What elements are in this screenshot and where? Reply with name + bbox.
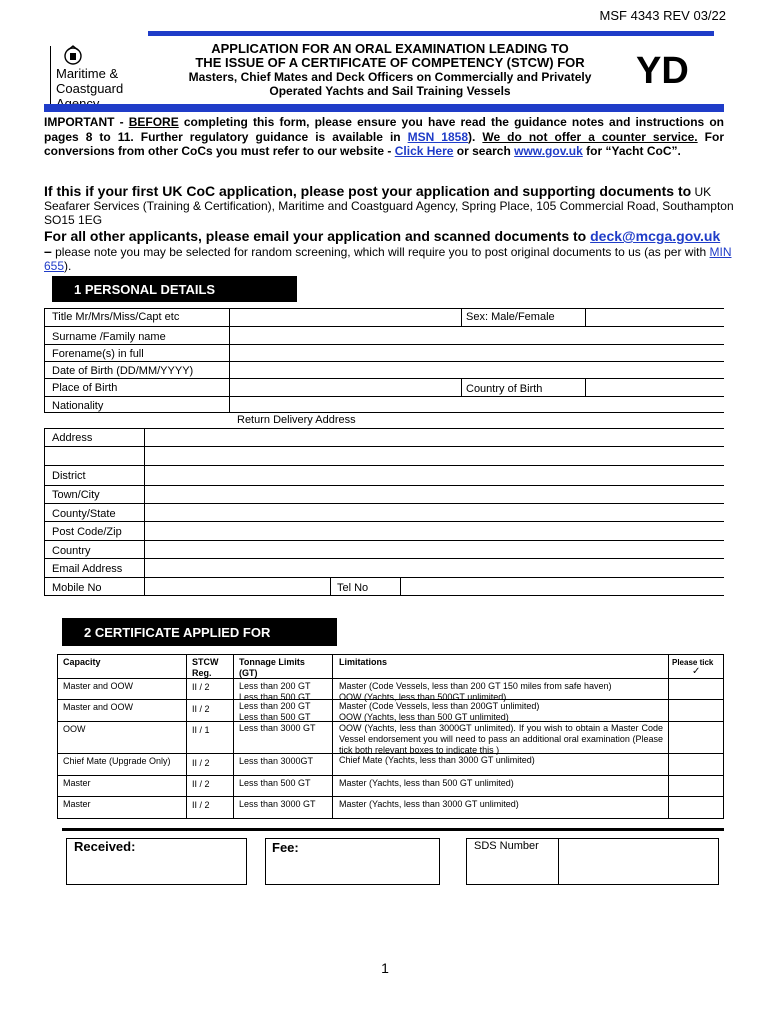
tel-label: Tel No	[337, 582, 369, 594]
row1-tick-box[interactable]	[669, 679, 723, 699]
dob-input[interactable]	[230, 362, 724, 378]
post-instructions: If this if your first UK CoC application, please post your application and supporting documents to UK Seafarer Services (Training & Certification), Maritime and Coastguard Agency, Spring Place, 105 Commercial Road, Southampton SO15 1EG	[44, 183, 734, 227]
surname-input[interactable]	[230, 327, 724, 344]
dob-label: Date of Birth (DD/MM/YYYY)	[52, 365, 194, 377]
nationality-input[interactable]	[230, 397, 724, 412]
form-reference: MSF 4343 REV 03/22	[599, 8, 726, 23]
form-title: APPLICATION FOR AN ORAL EXAMINATION LEADING TO THE ISSUE OF A CERTIFICATE OF COMPETENCY (STCW) FOR Masters, Chief Mates and Deck Officers on Commercially and Privately Operated Yachts and Sail Training Vessels	[188, 41, 592, 98]
email-input[interactable]	[145, 559, 724, 577]
place-of-birth-input[interactable]	[230, 379, 461, 396]
row6-tick-box[interactable]	[669, 797, 723, 818]
row2-capacity: Master and OOW	[63, 702, 134, 712]
sex-label: Sex: Male/Female	[466, 311, 555, 323]
address-input[interactable]	[145, 429, 724, 465]
section2-heading: 2 CERTIFICATE APPLIED FOR	[62, 618, 337, 646]
row6-capacity: Master	[63, 799, 91, 809]
top-blue-rule	[148, 31, 714, 36]
page-number: 1	[381, 960, 389, 976]
return-address-label: Return Delivery Address	[237, 414, 356, 426]
country-of-birth-label: Country of Birth	[466, 383, 543, 395]
district-input[interactable]	[145, 466, 724, 485]
sex-input[interactable]	[586, 309, 724, 326]
form-code: YD	[636, 50, 689, 92]
county-input[interactable]	[145, 504, 724, 521]
row3-limits: OOW (Yachts, less than 3000GT unlimited). If you wish to obtain a Master Code Vessel endorsement you will need to pass an additional oral examination (Please tick both relevant boxes to indicate this )	[339, 723, 663, 755]
row4-capacity: Chief Mate (Upgrade Only)	[63, 756, 171, 766]
row5-limits: Master (Yachts, less than 500 GT unlimited)	[339, 778, 514, 788]
office-rule	[62, 828, 724, 831]
row5-reg: II / 2	[192, 779, 210, 789]
agency-name: Maritime & Coastguard	[56, 66, 124, 96]
row4-tonnage: Less than 3000GT	[239, 756, 314, 766]
district-label: District	[52, 470, 86, 482]
row5-tonnage: Less than 500 GT	[239, 778, 311, 788]
min-link[interactable]: MIN 655	[44, 245, 732, 273]
country-of-birth-input[interactable]	[586, 379, 724, 396]
row2-reg: II / 2	[192, 704, 210, 714]
mobile-label: Mobile No	[52, 582, 102, 594]
row1-reg: II / 2	[192, 682, 210, 692]
row3-capacity: OOW	[63, 724, 86, 734]
row4-tick-box[interactable]	[669, 754, 723, 775]
email-instructions: For all other applicants, please email your application and scanned documents to deck@mcga.gov.uk – please note you may be selected for random screening, which will require you to post original documents to us (as per with MIN 655).	[44, 228, 732, 273]
row3-tick-box[interactable]	[669, 722, 723, 753]
postcode-input[interactable]	[145, 522, 724, 540]
row5-capacity: Master	[63, 778, 91, 788]
row3-tonnage: Less than 3000 GT	[239, 723, 316, 733]
forenames-input[interactable]	[230, 345, 724, 361]
row3-reg: II / 1	[192, 725, 210, 735]
row6-tonnage: Less than 3000 GT	[239, 799, 316, 809]
row5-tick-box[interactable]	[669, 776, 723, 796]
tel-input[interactable]	[401, 578, 724, 595]
row4-reg: II / 2	[192, 758, 210, 768]
email-label: Email Address	[52, 563, 123, 575]
row6-reg: II / 2	[192, 800, 210, 810]
col-limitations: Limitations	[339, 657, 388, 667]
row2-tonnage: Less than 200 GT Less than 500 GT	[239, 701, 311, 722]
agency-divider	[50, 46, 51, 106]
address-label: Address	[52, 432, 93, 444]
important-notice: IMPORTANT - BEFORE completing this form, please ensure you have read the guidance notes and instructions on pages 8 to 11. Further regulatory guidance is available in MSN 1858). We do not offer a counter service. For conversions from other CoCs you must refer to our website - Click Here or search www.gov.uk for “Yacht CoC”.	[44, 115, 724, 158]
row6-limits: Master (Yachts, less than 3000 GT unlimited)	[339, 799, 519, 809]
email-link[interactable]: deck@mcga.gov.uk	[590, 228, 721, 244]
received-label: Received:	[74, 839, 136, 854]
forenames-label: Forename(s) in full	[52, 348, 144, 360]
county-label: County/State	[52, 508, 116, 520]
msn-link[interactable]: MSN 1858	[407, 129, 469, 144]
row4-limits: Chief Mate (Yachts, less than 3000 GT unlimited)	[339, 755, 535, 765]
row2-limits: Master (Code Vessels, less than 200GT unlimited) OOW (Yachts, less than 500 GT unlimited)	[339, 701, 540, 722]
section1-heading: 1 PERSONAL DETAILS	[52, 276, 297, 302]
row1-tonnage: Less than 200 GT Less than 500 GT	[239, 681, 311, 702]
fee-label: Fee:	[272, 840, 299, 855]
govuk-link[interactable]: www.gov.uk	[514, 144, 583, 158]
title-label: Title Mr/Mrs/Miss/Capt etc	[52, 311, 180, 323]
nationality-label: Nationality	[52, 400, 104, 412]
tick-icon: ✓	[692, 666, 701, 677]
royal-crest-icon	[62, 44, 84, 66]
col-tonnage: Tonnage Limits (GT)	[239, 657, 305, 678]
town-input[interactable]	[145, 486, 724, 503]
town-label: Town/City	[52, 489, 100, 501]
col-capacity: Capacity	[63, 657, 101, 667]
row1-limits: Master (Code Vessels, less than 200 GT 150 miles from safe haven) OOW (Yachts, less than 500GT unlimited)	[339, 681, 612, 702]
mobile-input[interactable]	[145, 578, 330, 595]
click-here-link[interactable]: Click Here	[394, 144, 454, 158]
col-stcw: STCW Reg.	[192, 657, 219, 678]
surname-label: Surname /Family name	[52, 331, 166, 343]
sds-label: SDS Number	[474, 840, 539, 852]
blue-rule	[44, 104, 724, 112]
col-tick: Please tick	[672, 658, 714, 667]
country-input[interactable]	[145, 541, 724, 558]
country-label: Country	[52, 545, 91, 557]
place-of-birth-label: Place of Birth	[52, 382, 118, 394]
row2-tick-box[interactable]	[669, 700, 723, 721]
row1-capacity: Master and OOW	[63, 681, 134, 691]
postcode-label: Post Code/Zip	[52, 526, 122, 538]
title-input[interactable]	[230, 309, 461, 326]
